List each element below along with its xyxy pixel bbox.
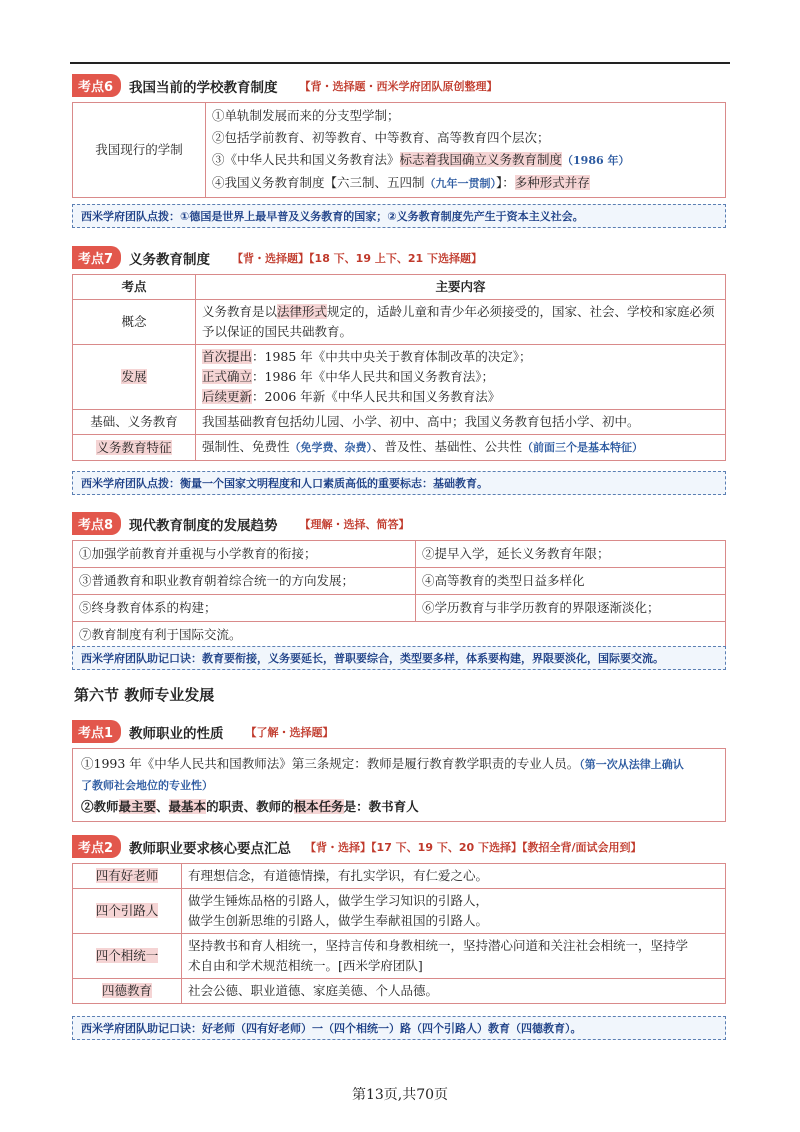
t2-header xyxy=(72,835,641,858)
top-rule xyxy=(70,62,730,64)
k8-note: 【理解・选择、简答】 xyxy=(299,517,410,531)
t2-r2: 做学生锤炼品格的引路人，做学生学习知识的引路人， 做学生创新思维的引路人，做学生奉献祖国的引路人。 xyxy=(182,889,726,934)
k7-r2: 首次提出：1985 年《中共中央关于教育体制改革的决定》； 正式确立：1986 年《中华人民共和国义务教育法》； 后续更新：2006 年新《中华人民共和国义务教育法》 xyxy=(196,345,726,410)
k7-title: 义务教育制度 xyxy=(129,251,211,268)
k8-cell-6: ⑥学历教育与非学历教育的界限逐渐淡化； xyxy=(416,595,726,622)
k6-note: 【背・选择题・西米学府团队原创整理】 xyxy=(299,79,498,93)
k6-tag: 考点6 xyxy=(72,74,121,97)
t2-tip: 西米学府团队助记口诀：好老师（四有好老师）一（四个相统一）路（四个引路人）教育（四德教育）。 xyxy=(72,1016,726,1040)
k8-header xyxy=(72,512,410,535)
k8-cell-1: ①加强学前教育并重视与小学教育的衔接； xyxy=(73,541,416,568)
t2-r2-label: 四个引路人 xyxy=(73,889,182,934)
k6-header xyxy=(72,74,498,97)
k6-title: 我国当前的学校教育制度 xyxy=(129,79,278,96)
k8-table xyxy=(72,540,726,649)
t2-title: 教师职业要求核心要点汇总 xyxy=(129,840,292,857)
k7-r3-label: 基础、义务教育 xyxy=(73,410,196,435)
k8-cell-5: ⑤终身教育体系的构建； xyxy=(73,595,416,622)
section-title: 第六节 教师专业发展 xyxy=(74,686,215,704)
k7-tag: 考点7 xyxy=(72,246,121,269)
k6-row-label: 我国现行的学制 xyxy=(73,103,206,198)
k6-line-2: ②包括学前教育、初等教育、中等教育、高等教育四个层次； xyxy=(212,130,550,145)
page-number: 第13页,共70页 xyxy=(351,1087,449,1103)
t2-note: 【背・选择】【17 下、19 下、20 下选择】【教招全背/面试会用到】 xyxy=(305,840,642,854)
k7-note: 【背・选择题】【18 下、19 上下、21 下选择题】 xyxy=(232,251,482,265)
t2-table xyxy=(72,863,726,1004)
t2-r3-label: 四个相统一 xyxy=(73,934,182,979)
k6-table xyxy=(72,102,726,198)
k6-line-4: ④我国义务教育制度【六三制、五四制（九年一贯制）】：多种形式并存 xyxy=(212,175,590,190)
k8-cell-3: ③普通教育和职业教育朝着综合统一的方向发展； xyxy=(73,568,416,595)
k6-content xyxy=(206,103,726,198)
k7-header xyxy=(72,246,482,269)
k8-title: 现代教育制度的发展趋势 xyxy=(129,517,278,534)
t1-title: 教师职业的性质 xyxy=(129,725,224,742)
k6-line-1: ①单轨制发展而来的分支型学制； xyxy=(212,108,400,123)
k7-tip: 西米学府团队点拨：衡量一个国家文明程度和人口素质高低的重要标志：基础教育。 xyxy=(72,471,726,495)
t2-tag: 考点2 xyxy=(72,835,121,858)
k7-head-2: 主要内容 xyxy=(196,275,726,300)
k8-tag: 考点8 xyxy=(72,512,121,535)
k7-r1-label: 概念 xyxy=(73,300,196,345)
k7-r1: 义务教育是以法律形式规定的，适龄儿童和青少年必须接受的，国家、社会、学校和家庭必须予以保证的国民共础教育。 xyxy=(196,300,726,345)
k8-tip: 西米学府团队助记口诀：教育要衔接，义务要延长，普职要综合，类型要多样，体系要构建，界限要淡化，国际要交流。 xyxy=(72,646,726,670)
t2-r4: 社会公德、职业道德、家庭美德、个人品德。 xyxy=(182,979,726,1004)
t2-r1-label: 四有好老师 xyxy=(73,864,182,889)
k6-line-3: ③《中华人民共和国义务教育法》标志着我国确立义务教育制度（1986 年） xyxy=(212,152,630,167)
k7-table xyxy=(72,274,726,461)
k6-tip: 西米学府团队点拨：①德国是世界上最早普及义务教育的国家；②义务教育制度先产生于资本主义社会。 xyxy=(72,204,726,228)
k8-cell-7: ⑦教育制度有利于国际交流。 xyxy=(73,622,726,649)
t1-note: 【了解・选择题】 xyxy=(245,725,334,739)
k7-head-1: 考点 xyxy=(73,275,196,300)
k8-cell-2: ②提早入学，延长义务教育年限； xyxy=(416,541,726,568)
t2-r3: 坚持教书和育人相统一，坚持言传和身教相统一，坚持潜心问道和关注社会相统一，坚持学 术自由和学术规范相统一。[西米学府团队] xyxy=(182,934,726,979)
k7-r4-label: 义务教育特征 xyxy=(73,435,196,461)
t2-r4-label: 四德教育 xyxy=(73,979,182,1004)
t1-tag: 考点1 xyxy=(72,720,121,743)
t1-box: ①1993 年《中华人民共和国教师法》第三条规定：教师是履行教育教学职责的专业人员。（第一次从法律上确认 了教师社会地位的专业性） ②教师最主要、最基本的职责、教师的根本任务是：教书育人 xyxy=(72,748,726,822)
k7-r2-label: 发展 xyxy=(73,345,196,410)
k8-cell-4: ④高等教育的类型日益多样化 xyxy=(416,568,726,595)
k7-r4: 强制性、免费性（免学费、杂费）、普及性、基础性、公共性（前面三个是基本特征） xyxy=(196,435,726,461)
t1-header xyxy=(72,720,334,743)
t2-r1: 有理想信念，有道德情操，有扎实学识，有仁爱之心。 xyxy=(182,864,726,889)
k7-r3: 我国基础教育包括幼儿园、小学、初中、高中；我国义务教育包括小学、初中。 xyxy=(196,410,726,435)
